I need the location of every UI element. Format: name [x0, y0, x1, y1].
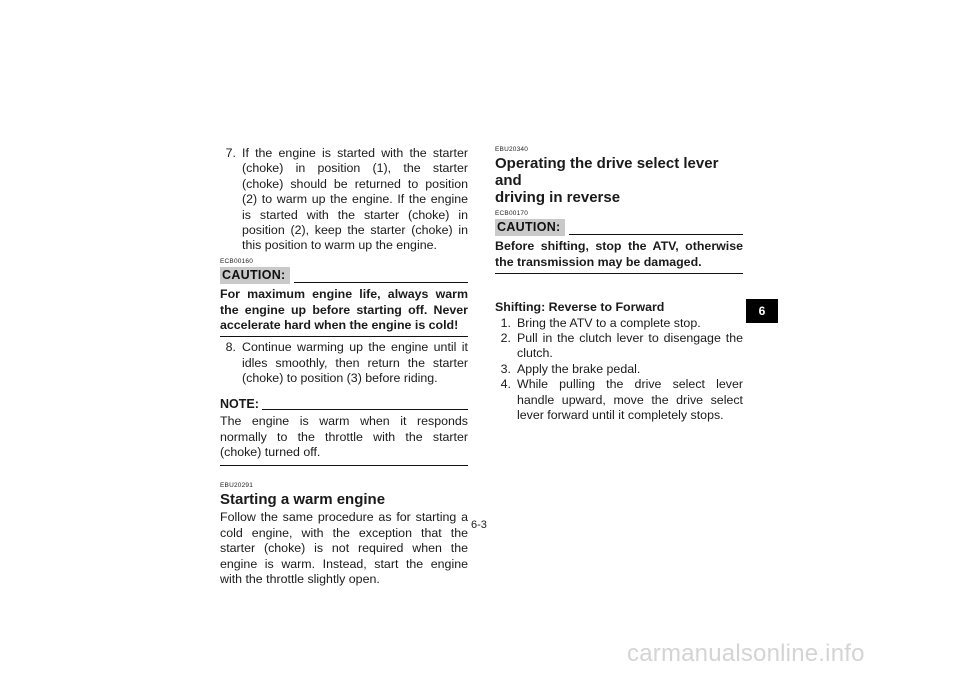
section-code: EBU20340 [495, 146, 529, 153]
list-item [495, 362, 743, 377]
step-number: 1. [500, 315, 511, 330]
step-number: 7. [225, 146, 236, 160]
caution-text: Before shifting, stop the ATV, otherwise the transmission may be damaged. [495, 236, 743, 274]
step-text: While pulling the drive select lever handle upward, move the drive select lever forward until it completely stops. [517, 377, 743, 423]
step-text: Apply the brake pedal. [517, 361, 641, 376]
section-text: Follow the same procedure as for starting a cold engine, with the exception that the starter (choke) is not required when the engine is warm. Instead, start the engine with the throttle slightly open. [220, 510, 468, 586]
steps-list [495, 316, 743, 424]
step-text: Bring the ATV to a complete stop. [517, 315, 701, 330]
subheading: Shifting: Reverse to Forward [495, 300, 665, 315]
step-number: 2. [500, 331, 511, 346]
caution-code: ECB00170 [495, 210, 529, 217]
note-header [220, 397, 468, 412]
caution-header [220, 267, 468, 284]
note-rule [262, 409, 468, 410]
step-text: If the engine is started with the starter (choke) in position (1), the starter (choke) should be returned to position (2) to warm up the engine. If the engine is started with the starter (choke) in position (2), keep the starter (choke) in this position to warm up the engine. [242, 146, 468, 253]
caution-label: CAUTION: [495, 219, 565, 236]
section-title: Starting a warm engine [220, 491, 386, 509]
caution-header [495, 219, 743, 236]
caution-code: ECB00160 [220, 257, 254, 265]
step-number: 8. [225, 340, 236, 355]
step-text: Pull in the clutch lever to disengage the clutch. [517, 331, 743, 361]
section-title-line-1: Operating the drive select lever and [495, 155, 719, 189]
section-code: EBU20291 [220, 482, 254, 490]
right-column [495, 146, 743, 423]
step-number: 4. [500, 377, 511, 392]
section-title-line-2: driving in reverse [495, 189, 621, 206]
section-title [495, 155, 743, 206]
left-column [220, 146, 468, 587]
list-item [495, 377, 743, 423]
step-7 [220, 146, 468, 254]
watermark: carmanualsonline.info [627, 640, 865, 667]
list-item [495, 316, 743, 331]
page-number: 6-3 [471, 519, 487, 531]
caution-rule [294, 282, 468, 283]
note-label: NOTE: [220, 396, 259, 411]
caution-text: For maximum engine life, always warm the engine up before starting off. Never accelerate hard when the engine is cold! [220, 284, 468, 337]
caution-rule [569, 234, 743, 235]
note-text: The engine is warm when it responds normally to the throttle with the starter (choke) turned off. [220, 412, 468, 466]
list-item [495, 331, 743, 362]
step-8 [220, 340, 468, 386]
caution-label: CAUTION: [220, 267, 290, 284]
step-text: Continue warming up the engine until it idles smoothly, then return the starter (choke) to position (3) before riding. [242, 340, 468, 386]
step-number: 3. [500, 361, 511, 376]
chapter-tab: 6 [746, 299, 778, 323]
